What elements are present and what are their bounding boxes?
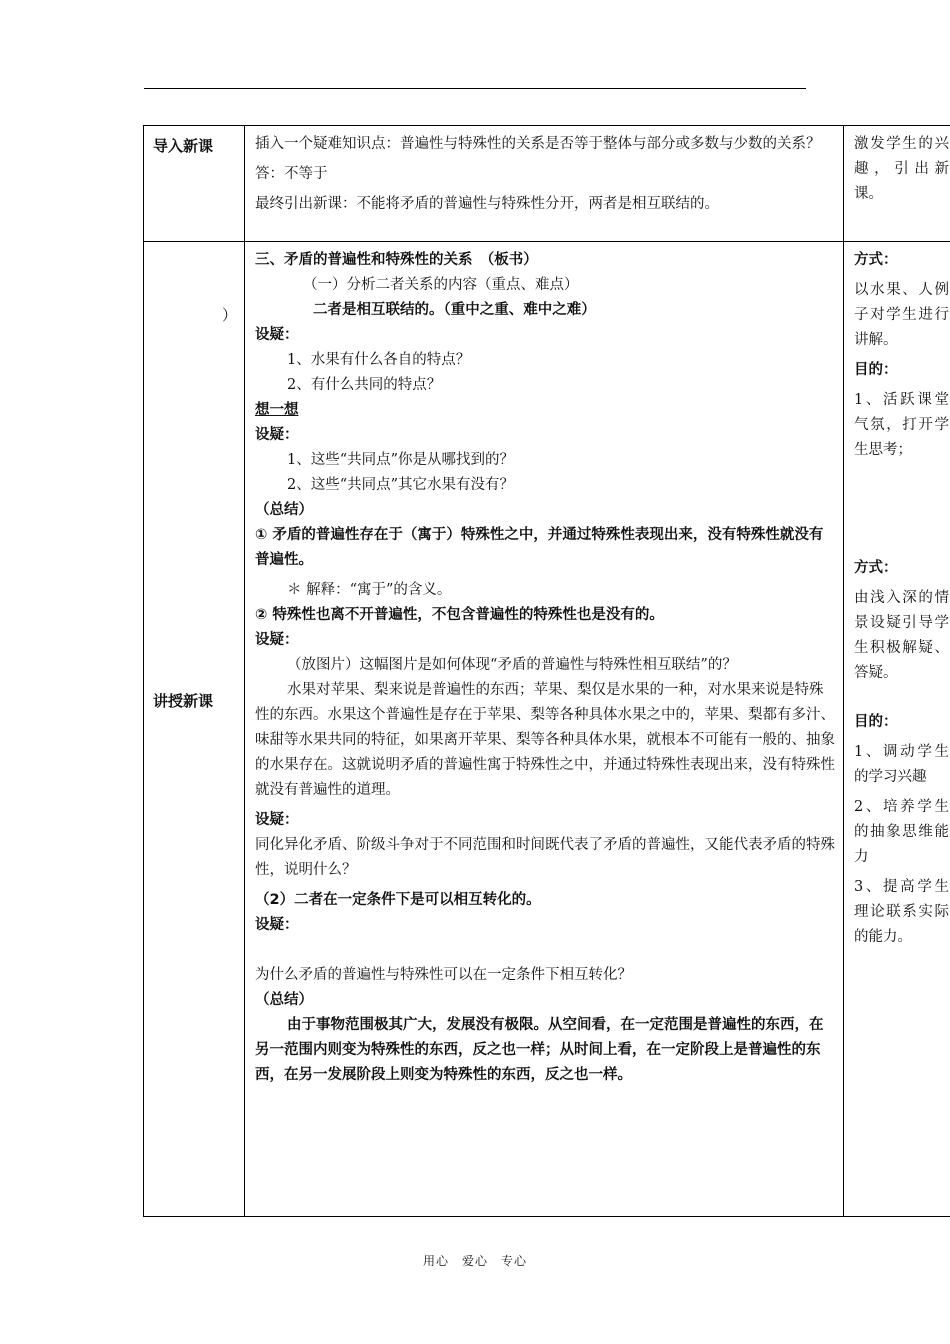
method-label-2: 方式： bbox=[854, 560, 898, 576]
question-2-item-1: 1、这些“共同点”你是从哪找到的？ bbox=[287, 452, 515, 468]
question-1-item-2: 2、有什么共同的特点？ bbox=[287, 377, 442, 393]
lesson-plan-table bbox=[143, 125, 950, 1217]
question-label-1: 设疑： bbox=[255, 327, 299, 343]
page-footer: 用心 爱心 专心 bbox=[422, 1254, 527, 1268]
question-label-3: 设疑： bbox=[255, 632, 299, 648]
intro-line-3: 最终引出新课：不能将矛盾的普遍性与特殊性分开，两者是相互联结的。 bbox=[255, 196, 719, 212]
question-1-item-1: 1、水果有什么各自的特点？ bbox=[287, 352, 471, 368]
explain-line: ＊ 解释：“寓于”的含义。 bbox=[287, 582, 452, 598]
blank-gap bbox=[255, 938, 837, 963]
notes-spacer-1 bbox=[854, 468, 949, 556]
summary-label-2: （总结） bbox=[255, 992, 313, 1008]
header-rule bbox=[144, 88, 806, 89]
goal-label-1: 目的： bbox=[854, 362, 898, 378]
goal-2-item-1: 1、调动学生的学习兴趣 bbox=[854, 744, 949, 785]
intro-content-cell bbox=[245, 126, 844, 242]
point-2: ② 特殊性也离不开普遍性，不包含普遍性的特殊性也是没有的。 bbox=[255, 607, 664, 623]
notes-spacer-2 bbox=[854, 691, 949, 710]
goal-text-1: 1、活跃课堂气氛，打开学生思考； bbox=[854, 392, 949, 458]
question-label-2: 设疑： bbox=[255, 427, 299, 443]
intro-row bbox=[144, 126, 950, 242]
teach-notes-cell bbox=[844, 242, 950, 1217]
intro-line-2: 答：不等于 bbox=[255, 166, 328, 182]
part-2-title: （2）二者在一定条件下是可以相互转化的。 bbox=[255, 892, 541, 908]
question-2-item-2: 2、这些“共同点”其它水果有没有？ bbox=[287, 477, 515, 493]
summary-label: （总结） bbox=[255, 502, 313, 518]
goal-label-2: 目的： bbox=[854, 714, 898, 730]
intro-label-cell bbox=[144, 126, 245, 242]
question-label-5: 设疑： bbox=[255, 917, 299, 933]
section-title: 三、矛盾的普遍性和特殊性的关系 （板书） bbox=[255, 252, 538, 268]
question-4-text: 同化异化矛盾、阶级斗争对于不同范围和时间既代表了矛盾的普遍性，又能代表矛盾的特殊性，说明什么？ bbox=[255, 837, 835, 878]
fruit-paragraph: 水果对苹果、梨来说是普遍性的东西；苹果、梨仅是水果的一种，对水果来说是特殊性的东西。水果这个普遍性是存在于苹果、梨等各种具体水果之中的，苹果、梨都有多汁、味甜等水果共同的特征，如果离开苹果、梨等各种具体水果，就根本不可能有一般的、抽象的水果存在。这就说明矛盾的普遍性寓于特殊性之中，并通过特殊性表现出来，没有特殊性就没有普遍性的道理。 bbox=[255, 682, 835, 798]
method-text-2: 由浅入深的情景设疑引导学生积极解疑、答疑。 bbox=[854, 590, 949, 681]
point-1: ① 矛盾的普遍性存在于（寓于）特殊性之中，并通过特殊性表现出来，没有特殊性就没有普遍性。 bbox=[255, 527, 824, 568]
picture-question: （放图片）这幅图片是如何体现“矛盾的普遍性与特殊性相互联结”的？ bbox=[287, 657, 737, 673]
teach-row bbox=[144, 242, 950, 1217]
teach-content-cell bbox=[245, 242, 844, 1217]
intro-notes-cell bbox=[844, 126, 950, 242]
method-label-1: 方式： bbox=[854, 252, 898, 268]
goal-2-item-3: 3、提高学生理论联系实际的能力。 bbox=[854, 879, 949, 945]
summary-2-text: 由于事物范围极其广大，发展没有极限。从空间看，在一定范围是普遍性的东西，在另一范围内则变为特殊性的东西，反之也一样；从时间上看，在一定阶段上是普遍性的东西，在另一发展阶段上则变为特殊性的东西，反之也一样。 bbox=[255, 1017, 824, 1083]
question-5-text: 为什么矛盾的普遍性与特殊性可以在一定条件下相互转化？ bbox=[255, 967, 632, 983]
sub-title: （一）分析二者关系的内容（重点、难点） bbox=[303, 277, 579, 293]
stray-paren: ） bbox=[222, 306, 238, 324]
teach-label: 讲授新课 bbox=[153, 692, 214, 710]
question-label-4: 设疑： bbox=[255, 812, 299, 828]
intro-line-1: 插入一个疑难知识点：普遍性与特殊性的关系是否等于整体与部分或多数与少数的关系？ bbox=[255, 136, 821, 152]
key-point: 二者是相互联结的。（重中之重、难中之难） bbox=[313, 302, 596, 318]
think-label: 想一想 bbox=[255, 402, 299, 418]
intro-label: 导入新课 bbox=[153, 137, 214, 155]
intro-notes: 激发学生的兴趣，引出新课。 bbox=[854, 136, 949, 202]
method-text-1: 以水果、人例子对学生进行讲解。 bbox=[854, 282, 949, 348]
teach-label-cell bbox=[144, 242, 245, 1217]
goal-2-item-2: 2、培养学生的抽象思维能力 bbox=[854, 799, 949, 865]
